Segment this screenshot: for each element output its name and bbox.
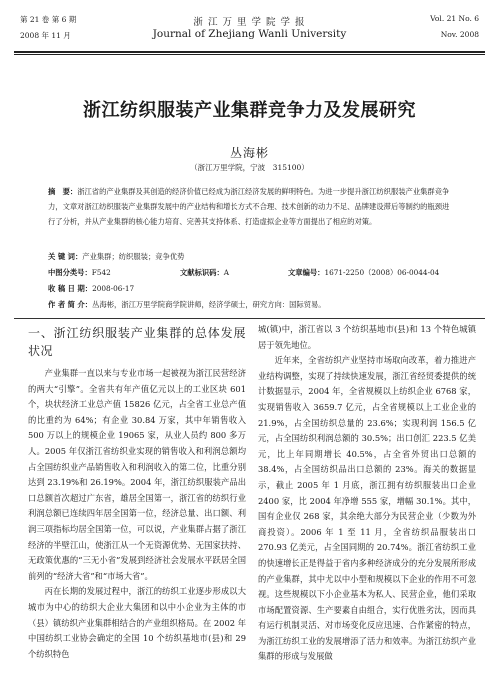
received-date [48, 281, 451, 296]
header-rule-thin [14, 54, 485, 55]
keywords-label: 关 键 词： [48, 252, 83, 261]
document-code: 文献标识码：A [180, 268, 230, 277]
article-number: 文章编号：1671-2250（2008）06-0044-04 [288, 268, 440, 277]
author-bio [48, 297, 451, 312]
paragraph: 城(镇)中，浙江省以 3 个纺织基地市(县)和 13 个特色城镇居于领先地位。 [258, 324, 476, 350]
received-label: 收 稿 日 期： [48, 284, 93, 293]
keywords [48, 249, 451, 264]
header-rule-thick [14, 51, 485, 53]
paragraph: 丙在长期的发展过程中，浙江的纺织工业逐步形成以大城市为中心的纺织大企业大集团和以中小企业为主体的市（县）镇纺织产业集群相结合的产业组织格局。在 2002 年中国纺织工业协会确定的全国 10 个纺织基地市(县)和 29 个纺织特色 [28, 586, 246, 659]
front-matter-rule [14, 318, 485, 319]
paragraph: 近年来，全省纺织产业坚持市场取向改革，着力推进产业结构调整，实现了持续快速发展，浙江省经贸委提供的统计数据显示，2004 年，全省规模以上纺织企业 6768 家，实现销售收入 3659.7 亿元，占全省规模以上工业企业的 21.9%，占全国纺织总量的 23.6%；实现利润 156.5 亿元，占全国纺织利润总额的 30.5%；出口创汇 223.5 亿美元，比上年同期增长 40.5%，占全省外贸出口总额的 38.4%，占全国纺织品出口总额的 23%。海关的数据显示，截止 2005 年 1 月底，浙江拥有纺织服装出口企业 2400 家，比 2004 年净增 555 家，增幅 30.1%。其中，国有企业仅 268 家，其余绝大部分为民营企业（少数为外商投资）。2006 年 1 至 11 月，全省纺织品服装出口 270.93 亿美元，占全国同期的 20.74%。浙江省纺织工业的快速增长正是得益于省内多种经济成分的充分发展所形成的产业集群，其中尤以中小型和规模以下企业的作用不可忽视。这些规模以下小企业基本为私人、民营企业，他们采取市场配置资源、生产要素自由组合，实行优胜劣汰，因而具有运行机制灵活、对市场变化反应迅速、合作紧密的特点，为浙江纺织工业的发展增添了活力和效率。为浙江纺织产业集群的形成与发展做 [258, 355, 476, 662]
issue-date-cn: 2008 年 11 月 [20, 31, 71, 40]
body-column-right [258, 322, 476, 665]
body-column-left [28, 322, 246, 662]
abstract-label: 摘 要： [48, 187, 78, 196]
volume-issue-en: Vol. 21 No. 6 [430, 14, 479, 23]
clc-number: 中图分类号：F542 [48, 268, 111, 277]
author-affiliation: （浙江万里学院，宁波 315100） [190, 163, 309, 172]
journal-name-en: Journal of Zhejiang Wanli University [152, 28, 347, 40]
issue-date-en: Nov. 2008 [440, 30, 479, 39]
journal-header [14, 6, 485, 52]
abstract [48, 184, 451, 229]
article-title: 浙江纺织服装产业集群竞争力及发展研究 [83, 100, 416, 121]
keywords-text: 产业集群；纺织服装；竞争优势 [82, 252, 185, 261]
received-value: 2008-06-17 [92, 284, 135, 293]
author-bio-text: 丛海彬，浙江万里学院商学院讲师，经济学硕士，研究方向：国际贸易。 [92, 300, 326, 309]
volume-issue-cn: 第 21 卷 第 6 期 [20, 15, 77, 24]
author-bio-label: 作 者 简 介： [48, 300, 93, 309]
journal-name-cn: 浙 江 万 里 学 院 学 报 [193, 17, 306, 28]
author-name: 丛海彬 [229, 146, 269, 160]
section-heading: 一、浙江纺织服装产业集群的总体发展状况 [28, 326, 246, 358]
abstract-text: 浙江省的产业集群及其创造的经济价值已经成为浙江经济发展的鲜明特色。为进一步提升浙江纺织服装产业集群竞争力，文章对浙江纺织服装产业集群发展中的产业结构和增长方式不合理、技术创新的动力不足、品牌建设滞后等制约的瓶颈进行了分析，并从产业集群的核心能力培育、完善其支持体系、打造虚拟企业等方面提出了相应的对策。 [48, 187, 450, 226]
paragraph: 产业集群一直以来与专业市场一起被视为浙江民营经济的两大“引擎”。全省共有年产值亿元以上的工业区块 601 个，块状经济工业总产值 15826 亿元，占全省工业总产值的比重约为 64%；有企业 30.84 万家，其中年销售收入 500 万以上的规模企业 19065 家，从业人员约 800 多万人。2005 年仅浙江省纺织业实现的销售收入和利润总额均占全国纺织业产品销售收入和利润收入的第二位，比重分别达到 23.19%和 26.19%。2004 年，浙江纺织服装产品出口总额首次超过广东省，雄居全国第一，浙江省的纺织行业利润总额已连续四年居全国第一位，经济总量、出口额、利润三项指标均居全国第一位，可以说，产业集群占据了浙江经济的半壁江山，使浙江从一个无资源优势、无国家扶持、无政策优惠的“三无小省”发展到经济社会发展水平跃居全国前列的“经济大省”和“市场大省”。 [28, 368, 246, 581]
